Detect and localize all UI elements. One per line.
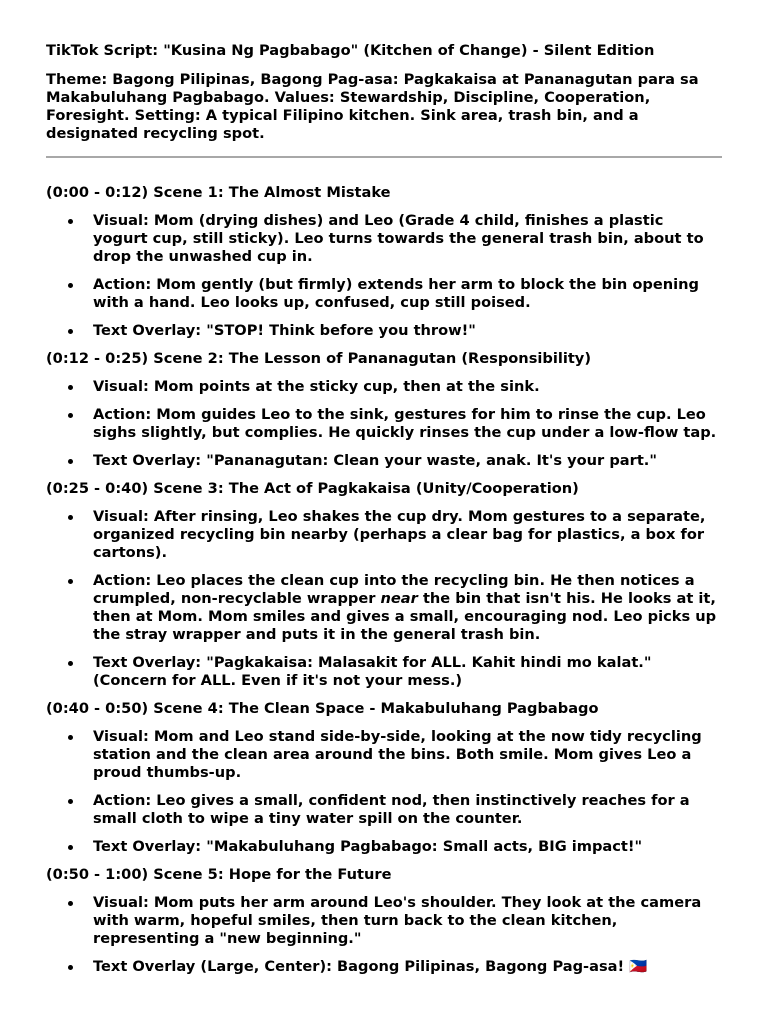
setting-line: Setting: A typical Filipino kitchen. Sink area, trash bin, and a designated recycling spot. bbox=[46, 107, 639, 142]
bullet-text: Text Overlay: "Pagkakaisa: Malasakit for ALL. Kahit hindi mo kalat." (Concern for ALL. Even if it's not your mess.) bbox=[93, 654, 652, 689]
bullet-text: Visual: Mom (drying dishes) and Leo (Grade 4 child, finishes a plastic yogurt cup, still sticky). Leo turns towards the general trash bin, about to drop the unwashed cup in. bbox=[93, 212, 704, 265]
section-divider bbox=[46, 156, 722, 158]
scene-heading: (0:12 - 0:25) Scene 2: The Lesson of Pananagutan (Responsibility) bbox=[46, 350, 591, 367]
emphasis-text: near bbox=[380, 590, 418, 607]
list-item bbox=[46, 958, 722, 976]
bullet-text: Visual: Mom puts her arm around Leo's shoulder. They look at the camera with warm, hopeful smiles, then turn back to the clean kitchen, representing a "new beginning." bbox=[93, 894, 702, 947]
bullet-dot-icon bbox=[68, 799, 73, 804]
scene-bullet-list bbox=[46, 378, 722, 470]
scene-bullet-list bbox=[46, 212, 722, 340]
bullet-text: Action: Mom gently (but firmly) extends her arm to block the bin opening with a hand. Leo looks up, confused, cup still poised. bbox=[93, 276, 699, 311]
scene-bullet-list bbox=[46, 508, 722, 690]
scene-heading: (0:40 - 0:50) Scene 4: The Clean Space - Makabuluhang Pagbabago bbox=[46, 700, 599, 717]
list-item bbox=[46, 838, 722, 856]
bullet-dot-icon bbox=[68, 283, 73, 288]
bullet-text: Text Overlay (Large, Center): Bagong Pilipinas, Bagong Pag-asa! 🇵🇭 bbox=[93, 958, 648, 975]
scene-bullet-list bbox=[46, 728, 722, 856]
bullet-dot-icon bbox=[68, 579, 73, 584]
list-item bbox=[46, 728, 722, 782]
list-item bbox=[46, 654, 722, 690]
bullet-dot-icon bbox=[68, 219, 73, 224]
bullet-text: Text Overlay: "Pananagutan: Clean your waste, anak. It's your part." bbox=[93, 452, 657, 469]
list-item bbox=[46, 894, 722, 948]
bullet-text: Action: Mom guides Leo to the sink, gestures for him to rinse the cup. Leo sighs slightly, but complies. He quickly rinses the cup under a low-flow tap. bbox=[93, 406, 717, 441]
bullet-dot-icon bbox=[68, 965, 73, 970]
bullet-dot-icon bbox=[68, 661, 73, 666]
bullet-dot-icon bbox=[68, 735, 73, 740]
bullet-dot-icon bbox=[68, 515, 73, 520]
bullet-dot-icon bbox=[68, 845, 73, 850]
bullet-dot-icon bbox=[68, 385, 73, 390]
bullet-text: Text Overlay: "Makabuluhang Pagbabago: Small acts, BIG impact!" bbox=[93, 838, 643, 855]
list-item bbox=[46, 452, 722, 470]
list-item bbox=[46, 508, 722, 562]
list-item bbox=[46, 276, 722, 312]
list-item bbox=[46, 212, 722, 266]
bullet-text: Visual: Mom and Leo stand side-by-side, looking at the now tidy recycling station and the clean area around the bins. Both smile. Mom gives Leo a proud thumbs-up. bbox=[93, 728, 702, 781]
bullet-text: Action: Leo gives a small, confident nod, then instinctively reaches for a small cloth to wipe a tiny water spill on the counter. bbox=[93, 792, 690, 827]
list-item bbox=[46, 406, 722, 442]
scene-bullet-list bbox=[46, 894, 722, 976]
bullet-text: Action: Leo places the clean cup into the recycling bin. He then notices a crumpled, non-recyclable wrapper near the bin that isn't his. He looks at it, then at Mom. Mom smiles and gives a small, encouraging nod. Leo picks up the stray wrapper and puts it in the general trash bin. bbox=[93, 572, 717, 643]
bullet-text: Visual: Mom points at the sticky cup, then at the sink. bbox=[93, 378, 540, 395]
scene-list bbox=[46, 184, 722, 976]
theme-line: Theme: Bagong Pilipinas, Bagong Pag-asa: Pagkakaisa at Pananagutan para sa Makabuluhang Pagbabago. Values: Stewardship, Discipline, Cooperation, Foresight. bbox=[46, 71, 699, 124]
theme-block bbox=[46, 71, 722, 143]
bullet-dot-icon bbox=[68, 459, 73, 464]
bullet-text: Text Overlay: "STOP! Think before you throw!" bbox=[93, 322, 476, 339]
scene-heading: (0:25 - 0:40) Scene 3: The Act of Pagkakaisa (Unity/Cooperation) bbox=[46, 480, 579, 497]
scene-heading: (0:00 - 0:12) Scene 1: The Almost Mistake bbox=[46, 184, 391, 201]
list-item bbox=[46, 572, 722, 644]
bullet-dot-icon bbox=[68, 413, 73, 418]
list-item bbox=[46, 792, 722, 828]
document-title: TikTok Script: "Kusina Ng Pagbabago" (Kitchen of Change) - Silent Edition bbox=[46, 42, 655, 59]
list-item bbox=[46, 378, 722, 396]
list-item bbox=[46, 322, 722, 340]
scene-heading: (0:50 - 1:00) Scene 5: Hope for the Future bbox=[46, 866, 392, 883]
bullet-dot-icon bbox=[68, 901, 73, 906]
bullet-text: Visual: After rinsing, Leo shakes the cup dry. Mom gestures to a separate, organized recycling bin nearby (perhaps a clear bag for plastics, a box for cartons). bbox=[93, 508, 706, 561]
bullet-dot-icon bbox=[68, 329, 73, 334]
